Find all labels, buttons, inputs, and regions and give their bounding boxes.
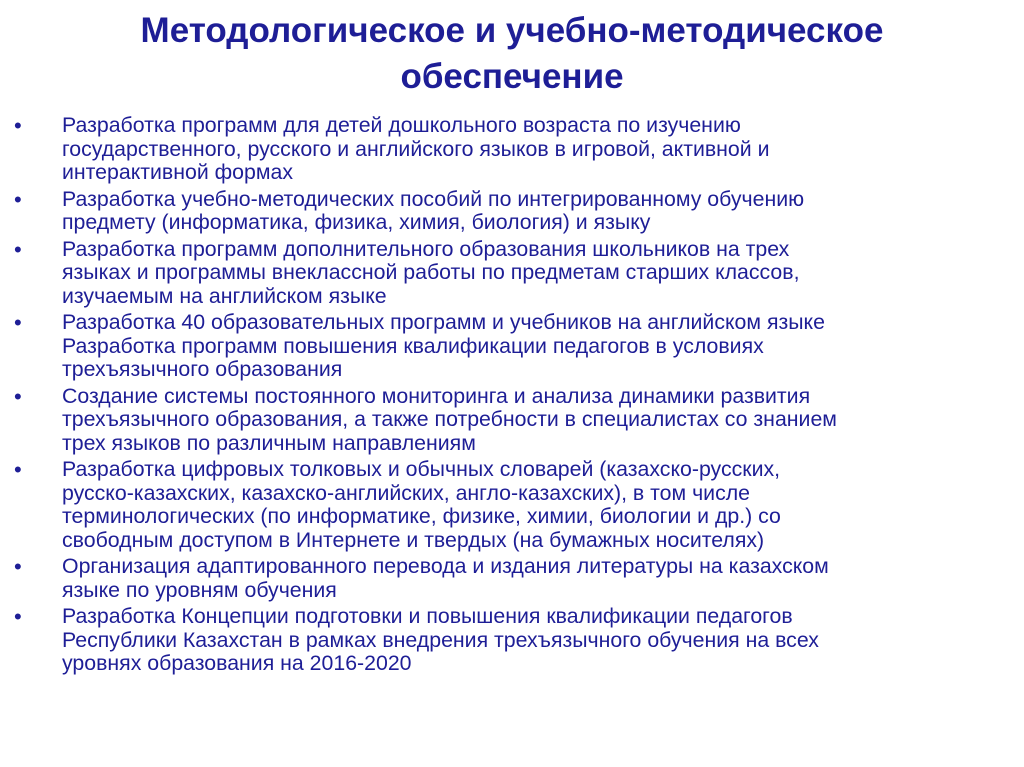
- bullet-item-6: [0, 458, 1024, 552]
- bullet-text-line: уровнях образования на 2016-2020: [62, 651, 412, 675]
- bullet-text-line: Разработка программ для детей дошкольного возраста по изучению: [62, 113, 741, 137]
- bullet-text-line: Разработка программ дополнительного образования школьников на трех: [62, 236, 790, 261]
- bullet-text-line: трех языков по различным направлениям: [62, 430, 476, 455]
- bullet-text-line: государственного, русского и английского языков в игровой, активной и: [62, 136, 770, 161]
- bullet-text-line: трехъязычного образования, а также потребности в специалистах со знанием: [62, 407, 837, 431]
- bullet-item-3: [0, 238, 1024, 309]
- bullet-text-line: Создание системы постоянного мониторинга и анализа динамики развития: [62, 383, 811, 408]
- bullet-text-line: предмету (информатика, физика, химия, биология) и языку: [62, 210, 651, 234]
- bullet-item-1: [0, 114, 1024, 185]
- bullet-mark: •: [14, 554, 22, 579]
- bullet-item-2: [0, 188, 1024, 235]
- bullet-text-line: Организация адаптированного перевода и издания литературы на казахском: [62, 554, 829, 578]
- bullet-text-line: русско-казахских, казахско-английских, англо-казахских), в том числе: [62, 480, 750, 505]
- bullet-text-line: Разработка цифровых толковых и обычных словарей (казахско-русских,: [62, 457, 781, 481]
- bullet-text-line: трехъязычного образования: [62, 357, 343, 381]
- bullet-mark: •: [14, 604, 22, 629]
- bullet-text-line: терминологических (по информатике, физике, химии, биологии и др.) со: [62, 504, 781, 528]
- bullet-mark: •: [14, 310, 22, 335]
- bullet-text-line: Разработка программ повышения квалификации педагогов в условиях: [62, 333, 764, 358]
- slide-title: [60, 8, 964, 100]
- slide-title-line-1: Методологическое и учебно-методическое: [140, 11, 884, 50]
- bullet-list: [0, 114, 1024, 679]
- bullet-item-8: [0, 605, 1024, 676]
- bullet-text-line: интерактивной формах: [62, 160, 293, 184]
- bullet-mark: •: [14, 186, 22, 212]
- bullet-text-line: Разработка 40 образовательных программ и учебников на английском языке: [62, 310, 825, 334]
- bullet-item-7: [0, 555, 1024, 602]
- bullet-mark: •: [14, 113, 22, 138]
- bullet-text-line: изучаемым на английском языке: [62, 283, 387, 308]
- bullet-text-line: языках и программы внеклассной работы по предметам старших классов,: [62, 260, 800, 284]
- bullet-text-line: Разработка Концепции подготовки и повышения квалификации педагогов: [62, 604, 793, 628]
- slide-title-line-2: обеспечение: [400, 57, 624, 96]
- bullet-text-line: Разработка учебно-методических пособий по интегрированному обучению: [62, 186, 805, 211]
- bullet-mark: •: [14, 457, 22, 482]
- bullet-item-5: [0, 385, 1024, 456]
- bullet-item-4: [0, 311, 1024, 382]
- bullet-text-line: языке по уровням обучения: [62, 577, 337, 602]
- bullet-mark: •: [14, 383, 22, 409]
- bullet-text-line: Республики Казахстан в рамках внедрения трехъязычного обучения на всех: [62, 627, 819, 652]
- bullet-mark: •: [14, 236, 22, 262]
- bullet-text-line: свободным доступом в Интернете и твердых (на бумажных носителях): [62, 527, 765, 552]
